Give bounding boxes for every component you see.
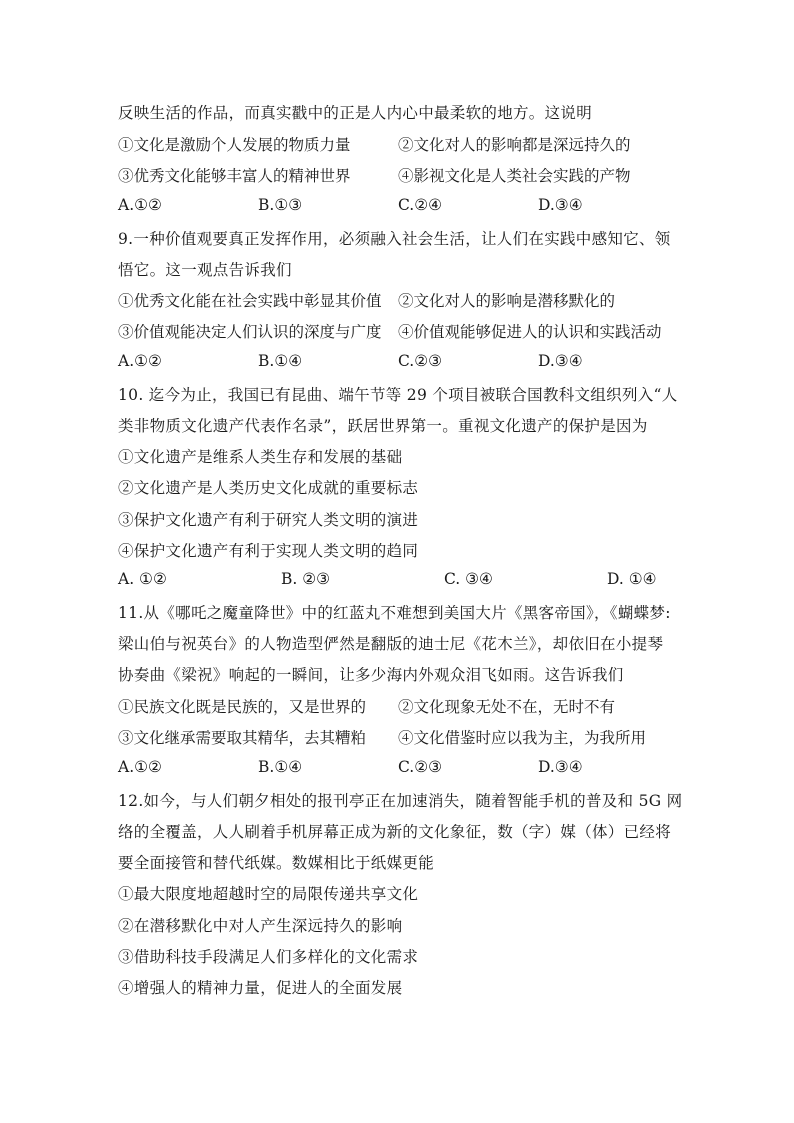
q11-answers <box>118 758 678 780</box>
q9-answer-d: D.③④ <box>538 352 583 370</box>
q8-stem-line-1: 反映生活的作品，而真实戳中的正是人内心中最柔软的地方。这说明 <box>118 104 593 122</box>
q11-answer-b: B.①④ <box>258 758 303 776</box>
q11-option-4: ④文化借鉴时应以我为主，为我所用 <box>398 729 647 747</box>
q9-option-3: ③价值观能决定人们认识的深度与广度 <box>118 323 382 341</box>
q11-stem-line-1: 11.从《哪吒之魔童降世》中的红蓝丸不难想到美国大片《黑客帝国》，《蝴蝶梦: <box>118 604 671 622</box>
q10-option-2: ②文化遗产是人类历史文化成就的重要标志 <box>118 479 419 497</box>
q8-answer-a: A.①② <box>118 196 162 214</box>
q11-option-1: ①民族文化既是民族的，又是世界的 <box>118 698 367 716</box>
q11-answer-d: D.③④ <box>538 758 583 776</box>
q9-answer-b: B.①④ <box>258 352 303 370</box>
q10-answer-b: B. ②③ <box>281 570 331 588</box>
q10-option-1: ①文化遗产是维系人类生存和发展的基础 <box>118 448 403 466</box>
q8-answer-c: C.②④ <box>398 196 443 214</box>
q12-option-2: ②在潜移默化中对人产生深远持久的影响 <box>118 917 403 935</box>
q10-option-3: ③保护文化遗产有利于研究人类文明的演进 <box>118 511 419 529</box>
q12-stem-line-2: 络的全覆盖，人人刷着手机屏幕正成为新的文化象征，数（字）媒（体）已经将 <box>118 823 672 841</box>
q8-option-1: ①文化是激励个人发展的物质力量 <box>118 136 351 154</box>
q10-answers <box>118 570 678 592</box>
q10-option-4: ④保护文化遗产有利于实现人类文明的趋同 <box>118 542 419 560</box>
q11-stem-line-3: 协奏曲《梁祝》响起的一瞬间，让多少海内外观众泪飞如雨。这告诉我们 <box>118 666 624 684</box>
q12-option-3: ③借助科技手段满足人们多样化的文化需求 <box>118 948 419 966</box>
q10-answer-a: A. ①② <box>118 570 167 588</box>
q11-option-2: ②文化现象无处不在，无时不有 <box>398 698 616 716</box>
q12-option-1: ①最大限度地超越时空的局限传递共享文化 <box>118 885 419 903</box>
q12-stem-line-1: 12.如今，与人们朝夕相处的报刊亭正在加速消失，随着智能手机的普及和 5G 网 <box>118 792 683 810</box>
q11-answer-c: C.②③ <box>398 758 443 776</box>
q10-answer-d: D. ①④ <box>607 570 657 588</box>
q8-answer-b: B.①③ <box>258 196 303 214</box>
q8-option-4: ④影视文化是人类社会实践的产物 <box>398 167 631 185</box>
q9-option-1: ①优秀文化能在社会实践中彰显其价值 <box>118 292 382 310</box>
q8-option-2: ②文化对人的影响都是深远持久的 <box>398 136 631 154</box>
q10-answer-c: C. ③④ <box>444 570 493 588</box>
q9-option-4: ④价值观能够促进人的认识和实践活动 <box>398 323 662 341</box>
q12-option-4: ④增强人的精神力量，促进人的全面发展 <box>118 979 403 997</box>
q9-option-2: ②文化对人的影响是潜移默化的 <box>398 292 616 310</box>
q11-stem-line-2: 梁山伯与祝英台》的人物造型俨然是翻版的迪士尼《花木兰》，却依旧在小提琴 <box>118 635 664 653</box>
q9-answers <box>118 352 678 374</box>
q9-answer-a: A.①② <box>118 352 162 370</box>
q10-stem-line-1: 10. 迄今为止，我国已有昆曲、端午节等 29 个项目被联合国教科文组织列入“人 <box>118 386 678 404</box>
q10-stem-line-2: 类非物质文化遗产代表作名录”，跃居世界第一。重视文化遗产的保护是因为 <box>118 417 648 435</box>
q11-answer-a: A.①② <box>118 758 162 776</box>
q8-answer-d: D.③④ <box>538 196 583 214</box>
q8-answers <box>118 196 678 218</box>
q9-stem-line-2: 悟它。这一观点告诉我们 <box>118 261 292 279</box>
q9-answer-c: C.②③ <box>398 352 443 370</box>
q9-stem-line-1: 9.一种价值观要真正发挥作用，必须融入社会生活，让人们在实践中感知它、领 <box>118 230 671 248</box>
q11-option-3: ③文化继承需要取其精华，去其糟粕 <box>118 729 367 747</box>
q12-stem-line-3: 要全面接管和替代纸媒。数媒相比于纸媒更能 <box>118 854 435 872</box>
q8-option-3: ③优秀文化能够丰富人的精神世界 <box>118 167 351 185</box>
